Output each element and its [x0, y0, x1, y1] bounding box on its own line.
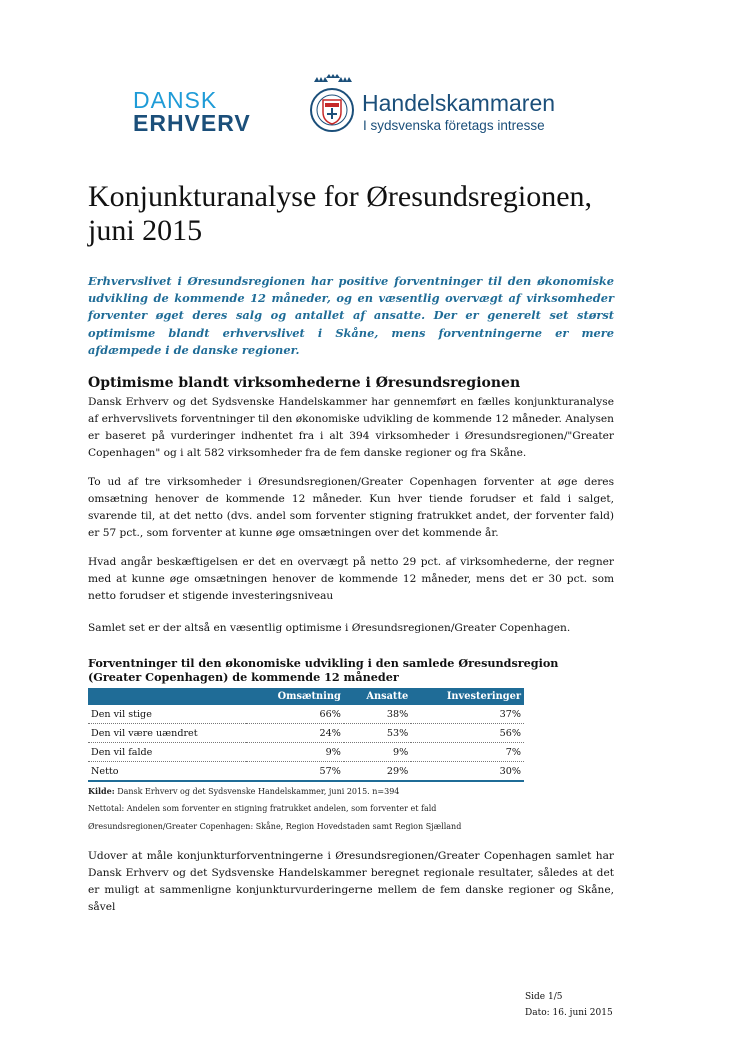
- table-cell: 29%: [344, 762, 411, 782]
- table-row: [88, 705, 524, 724]
- document-title-line2: juni 2015: [88, 214, 203, 247]
- table-cell: 30%: [411, 762, 524, 782]
- handelskammaren-emblem-icon: [306, 74, 358, 138]
- regions-note: Øresundsregionen/Greater Copenhagen: Skåne, Region Hovedstaden samt Region Sjælland: [88, 822, 462, 831]
- netto-note: Nettotal: Andelen som forventer en stigning fratrukket andelen, som forventer et fald: [88, 804, 437, 813]
- table-title: Forventninger til den økonomiske udvikling i den samlede Øresundsregion (Greater Copenhagen) de kommende 12 måneder: [88, 656, 559, 684]
- section-heading: Optimisme blandt virksomhederne i Øresundsregionen: [88, 375, 521, 391]
- page-number: Side 1/5: [525, 992, 563, 1002]
- table-cell: Netto: [88, 762, 246, 782]
- body-paragraph: Hvad angår beskæftigelsen er det en overvægt på netto 29 pct. af virksomhederne, der regner med at kunne øge omsætningen henover de kommende 12 måneder, mens det er 30 pct. som netto forudser et stigende investeringsniveau: [88, 556, 614, 603]
- document-title-line1: Konjunkturanalyse for Øresundsregionen,: [88, 180, 593, 213]
- table-cell: 53%: [344, 724, 411, 743]
- table-cell: Den vil være uændret: [88, 724, 246, 743]
- body-paragraph: Samlet set er der altså en væsentlig optimisme i Øresundsregionen/Greater Copenhagen.: [88, 622, 571, 634]
- table-cell: 56%: [411, 724, 524, 743]
- document-date: Dato: 16. juni 2015: [525, 1008, 613, 1018]
- table-cell: 38%: [344, 705, 411, 724]
- table-row-netto: [88, 762, 524, 782]
- table-cell: 66%: [246, 705, 344, 724]
- table-cell: 9%: [344, 743, 411, 762]
- table-header-row: [88, 688, 524, 705]
- body-paragraph: To ud af tre virksomheder i Øresundsregionen/Greater Copenhagen forventer at øge deres omsætning henover de kommende 12 måneder. Kun hver tiende forudser et fald i salget, svarende til, at det netto (dvs. andel som forventer stigning fratrukket andet, der forventer fald) er 57 pct., som forventer at kunne øge omsætningen over det kommende år.: [88, 476, 614, 540]
- forecast-table: [88, 688, 524, 782]
- dansk-erhverv-logo: [133, 89, 253, 135]
- table-header-cell: Omsætning: [246, 688, 344, 705]
- source-label: Kilde:: [88, 786, 115, 796]
- dansk-erhverv-logo-line2: ERHVERV: [133, 110, 251, 136]
- table-header-cell: Ansatte: [344, 688, 411, 705]
- source-text: Dansk Erhverv og det Sydsvenske Handelskammer, juni 2015. n=394: [114, 787, 400, 796]
- table-cell: Den vil falde: [88, 743, 246, 762]
- body-paragraph: Dansk Erhverv og det Sydsvenske Handelskammer har gennemført en fælles konjunkturanalyse af erhvervslivets forventninger til den økonomiske udvikling de kommende 12 måneder. Analysen er baseret på vurderinger indhentet fra i alt 394 virksomheder i Øresundsregionen/"Greater Copenhagen" og i alt 582 virksomheder fra de fem danske regioner og fra Skåne.: [88, 396, 614, 460]
- table-row: [88, 743, 524, 762]
- body-paragraph: Udover at måle konjunkturforventningerne i Øresundsregionen/Greater Copenhagen samlet har Dansk Erhverv og det Sydsvenske Handelskammer beregnet regionale resultater, således at det er muligt at sammenligne konjunkturvurderingerne mellem de fem danske regioner og Skåne, såvel: [88, 850, 614, 914]
- table-cell: Den vil stige: [88, 705, 246, 724]
- table-cell: 24%: [246, 724, 344, 743]
- intro-paragraph: Erhvervslivet i Øresundsregionen har positive forventninger til den økonomiske udvikling de kommende 12 måneder, og en væsentlig overvægt af virksomheder forventer øget deres salg og antallet af ansatte. Der er generelt set størst optimisme blandt erhvervslivet i Skåne, mens forventningerne er mere afdæmpede i de danske regioner.: [88, 274, 614, 357]
- dansk-erhverv-logo-line1: DANSK: [133, 87, 218, 113]
- table-cell: 7%: [411, 743, 524, 762]
- document-title: [88, 180, 648, 248]
- handelskammaren-tagline: I sydsvenska företags intresse: [363, 118, 545, 133]
- table-cell: 9%: [246, 743, 344, 762]
- handelskammaren-logo: [306, 74, 576, 138]
- table-header-cell: Investeringer: [411, 688, 524, 705]
- table-cell: 57%: [246, 762, 344, 782]
- table-header-cell: [88, 688, 246, 705]
- table-row: [88, 724, 524, 743]
- handelskammaren-name: Handelskammaren: [362, 90, 556, 116]
- table-cell: 37%: [411, 705, 524, 724]
- source-note: [88, 786, 399, 796]
